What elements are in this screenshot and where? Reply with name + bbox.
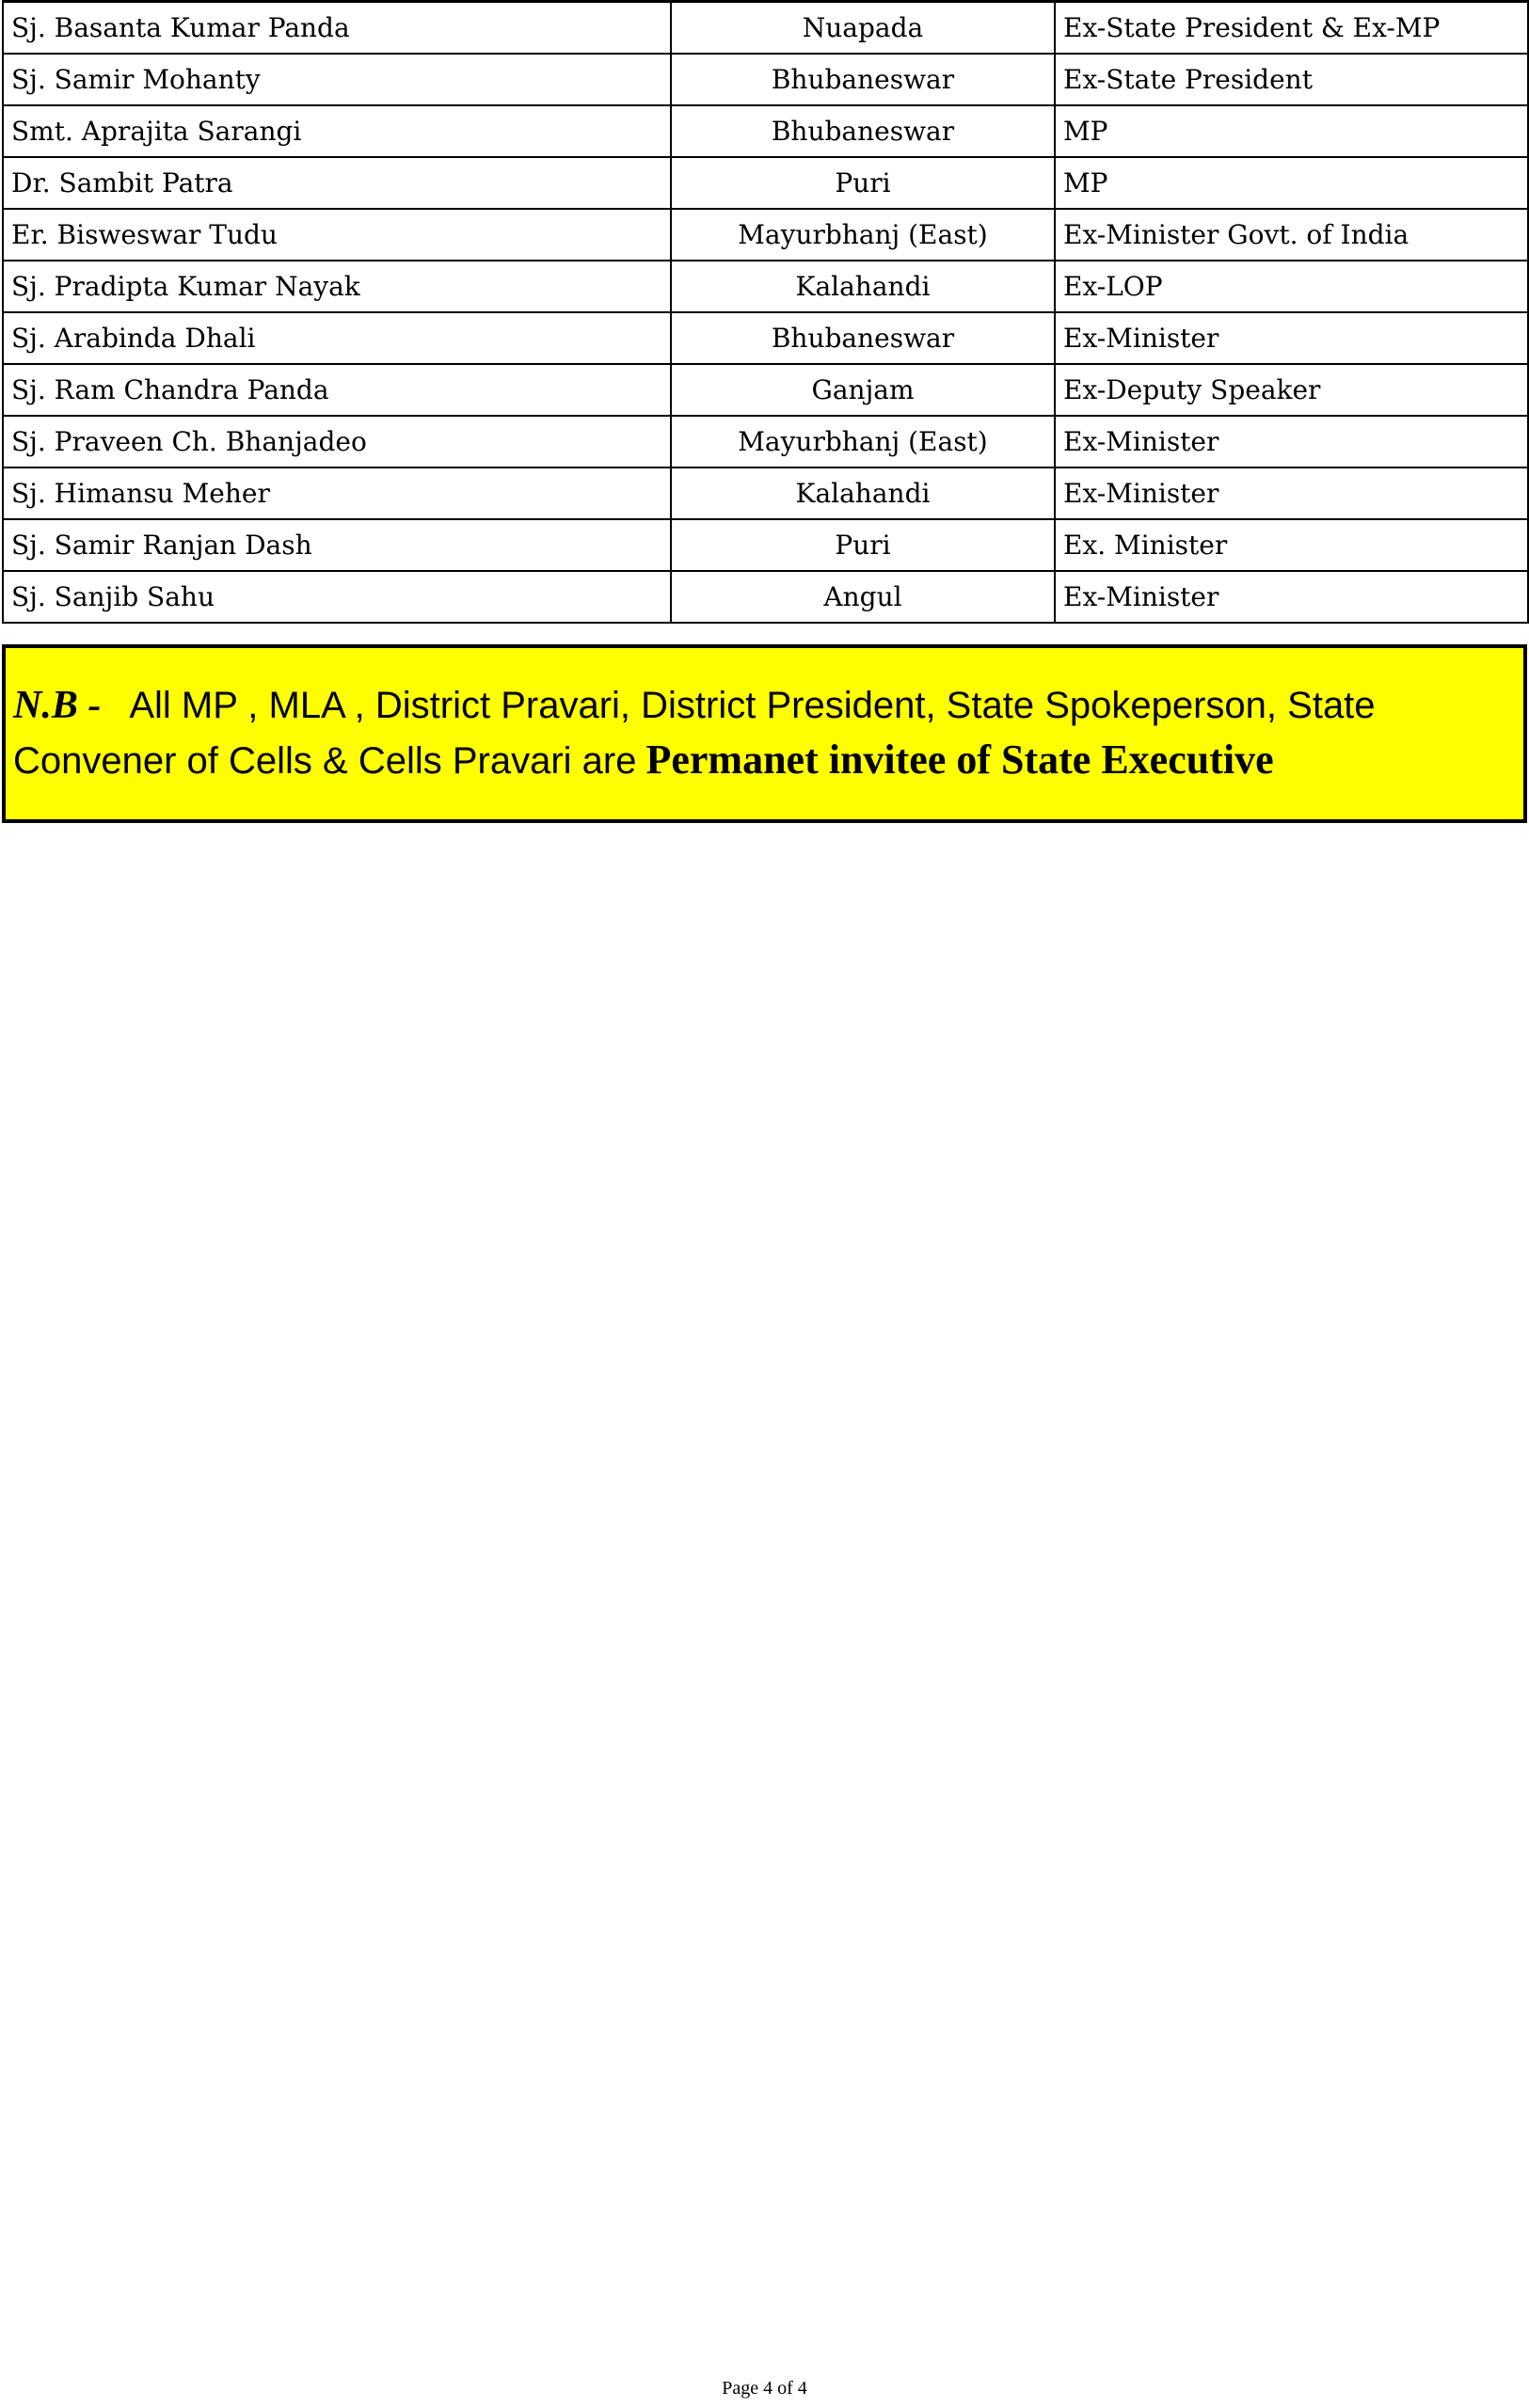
member-name: Sj. Sanjib Sahu: [3, 571, 671, 623]
member-designation: Ex-Minister: [1055, 416, 1528, 467]
member-name: Smt. Aprajita Sarangi: [3, 105, 671, 157]
member-name: Sj. Pradipta Kumar Nayak: [3, 261, 671, 312]
table-row: [3, 2, 1528, 55]
member-name: Sj. Praveen Ch. Bhanjadeo: [3, 416, 671, 467]
table-row: [3, 54, 1528, 105]
member-district: Angul: [671, 571, 1055, 623]
note-prefix: N.B -: [13, 684, 102, 727]
table-row: [3, 261, 1528, 312]
member-designation: Ex. Minister: [1055, 519, 1528, 571]
member-designation: Ex-LOP: [1055, 261, 1528, 312]
note-emphasis: Permanet invitee of State Executive: [645, 737, 1274, 783]
member-designation: Ex-Minister: [1055, 467, 1528, 519]
member-name: Sj. Samir Mohanty: [3, 54, 671, 105]
member-district: Bhubaneswar: [671, 54, 1055, 105]
member-designation: Ex-Minister Govt. of India: [1055, 209, 1528, 261]
members-table: [2, 0, 1529, 624]
member-district: Ganjam: [671, 364, 1055, 416]
table-row: [3, 416, 1528, 467]
member-name: Sj. Himansu Meher: [3, 467, 671, 519]
member-district: Mayurbhanj (East): [671, 416, 1055, 467]
member-district: Bhubaneswar: [671, 312, 1055, 364]
member-name: Dr. Sambit Patra: [3, 157, 671, 209]
table-row: [3, 157, 1528, 209]
table-row: [3, 312, 1528, 364]
member-designation: Ex-State President: [1055, 54, 1528, 105]
member-designation: Ex-Minister: [1055, 571, 1528, 623]
member-designation: Ex-State President & Ex-MP: [1055, 2, 1528, 55]
member-district: Kalahandi: [671, 261, 1055, 312]
note-body: All MP , MLA , District Pravari, District President, State Spokeperson, State Convener of Cells & Cells Pravari are: [13, 685, 1376, 782]
member-name: Er. Bisweswar Tudu: [3, 209, 671, 261]
table-row: [3, 364, 1528, 416]
page-number: Page 4 of 4: [722, 2378, 807, 2399]
table-row: [3, 519, 1528, 571]
member-name: Sj. Samir Ranjan Dash: [3, 519, 671, 571]
table-row: [3, 467, 1528, 519]
members-table-body: [3, 2, 1528, 624]
member-designation: MP: [1055, 157, 1528, 209]
note-box: [2, 644, 1527, 823]
table-row: [3, 209, 1528, 261]
table-row: [3, 571, 1528, 623]
member-designation: Ex-Minister: [1055, 312, 1528, 364]
member-district: Mayurbhanj (East): [671, 209, 1055, 261]
member-district: Kalahandi: [671, 467, 1055, 519]
member-district: Bhubaneswar: [671, 105, 1055, 157]
table-row: [3, 105, 1528, 157]
member-name: Sj. Arabinda Dhali: [3, 312, 671, 364]
note-text: [13, 678, 1500, 788]
member-designation: Ex-Deputy Speaker: [1055, 364, 1528, 416]
member-district: Puri: [671, 519, 1055, 571]
member-district: Puri: [671, 157, 1055, 209]
member-name: Sj. Basanta Kumar Panda: [3, 2, 671, 55]
member-district: Nuapada: [671, 2, 1055, 55]
member-name: Sj. Ram Chandra Panda: [3, 364, 671, 416]
member-designation: MP: [1055, 105, 1528, 157]
